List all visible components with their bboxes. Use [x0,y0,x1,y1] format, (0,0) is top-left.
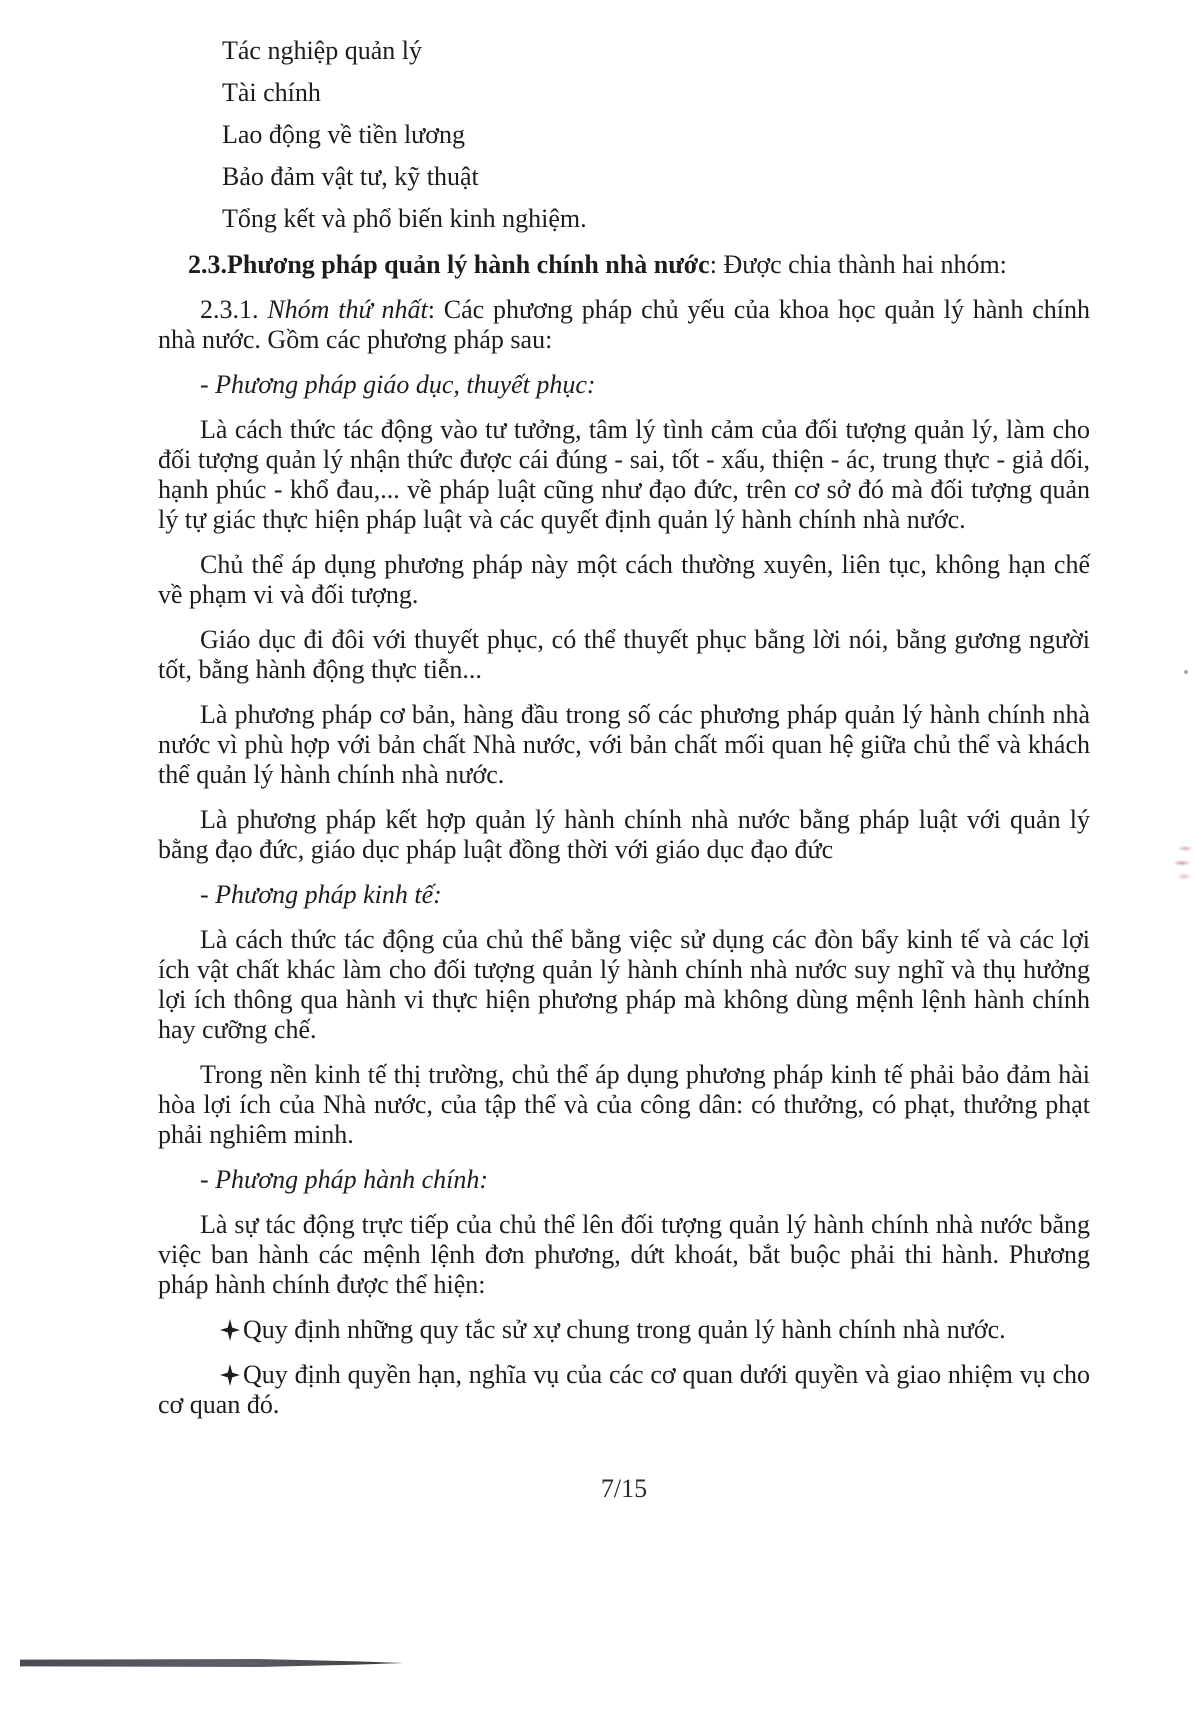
ink-smudge-artifact [1171,838,1194,886]
section-heading-rest: : Được chia thành hai nhóm: [709,250,1007,279]
scan-speck-artifact [1184,670,1188,674]
paragraph-administrative-1: Là sự tác động trực tiếp của chủ thể lên đối tượng quản lý hành chính nhà nước bằng việc ban hành các mệnh lệnh đơn phương, dứt khoát, bắt buộc phải thi hành. Phương pháp hành chính được thể hiện: [158,1210,1090,1299]
four-pointed-star-icon [220,1319,240,1341]
method-title-administrative: - Phương pháp hành chính: [200,1165,489,1194]
list-item: Lao động về tiền lương [222,120,466,149]
paragraph-education-2: Chủ thể áp dụng phương pháp này một cách thường xuyên, liên tục, không hạn chế về phạm vi và đối tượng. [158,550,1090,609]
page-number: 7/15 [600,1474,648,1503]
paragraph-education-5: Là phương pháp kết hợp quản lý hành chính nhà nước bằng pháp luật với quản lý bằng đạo đức, giáo dục pháp luật đồng thời với giáo dục đạo đức [158,805,1090,864]
bullet-item [158,1315,1090,1345]
list-item: Tài chính [222,78,321,107]
section-heading-title: 2.3.Phương pháp quản lý hành chính nhà nước [188,250,710,279]
list-item: Tổng kết và phổ biến kinh nghiệm. [222,204,587,233]
list-item: Tác nghiệp quản lý [222,36,422,65]
paragraph-education-1: Là cách thức tác động vào tư tưởng, tâm lý tình cảm của đối tượng quản lý, làm cho đối tượng quản lý nhận thức được cái đúng - sai, tốt - xấu, thiện - ác, trung thực - giả dối, hạnh phúc - khổ đau,... về pháp luật cũng như đạo đức, trên cơ sở đó mà đối tượng quản lý tự giác thực hiện pháp luật và các quyết định quản lý hành chính nhà nước. [158,415,1090,534]
paragraph-education-4: Là phương pháp cơ bản, hàng đầu trong số các phương pháp quản lý hành chính nhà nước vì phù hợp với bản chất Nhà nước, với bản chất mối quan hệ giữa chủ thể và khách thể quản lý hành chính nhà nước. [158,700,1090,789]
method-title-economic: - Phương pháp kinh tế: [200,880,442,909]
bullet-item [158,1360,1090,1420]
list-item: Bảo đảm vật tư, kỹ thuật [222,162,479,191]
paragraph-economic-1: Là cách thức tác động của chủ thể bằng việc sử dụng các đòn bẩy kinh tế và các lợi ích vật chất khác làm cho đối tượng quản lý hành chính nhà nước suy nghĩ và thụ hưởng lợi ích thông qua hành vi thực hiện phương pháp mà không dùng mệnh lệnh hành chính hay cưỡng chế. [158,925,1090,1044]
four-pointed-star-icon [220,1364,240,1386]
scan-line-artifact [20,1659,404,1667]
bullet-text: Quy định quyền hạn, nghĩa vụ của các cơ quan dưới quyền và giao nhiệm vụ cho cơ quan đó. [158,1360,1090,1419]
section-heading [158,250,1090,280]
subsection-heading [158,295,1090,355]
subsection-rest: : Các phương pháp chủ yếu của khoa học quản lý hành chính nhà nước. Gồm các phương pháp sau: [158,295,1090,354]
bullet-text: Quy định những quy tắc sử xự chung trong quản lý hành chính nhà nước. [243,1315,1006,1344]
page-content [158,36,1090,1420]
subsection-number: 2.3.1. [200,295,268,324]
method-title-education: - Phương pháp giáo dục, thuyết phục: [200,370,596,399]
subsection-title: Nhóm thứ nhất [267,295,428,324]
paragraph-economic-2: Trong nền kinh tế thị trường, chủ thể áp dụng phương pháp kinh tế phải bảo đảm hài hòa lợi ích của Nhà nước, của tập thể và của công dân: có thưởng, có phạt, thưởng phạt phải nghiêm minh. [158,1060,1090,1149]
paragraph-education-3: Giáo dục đi đôi với thuyết phục, có thể thuyết phục bằng lời nói, bằng gương người tốt, bằng hành động thực tiễn... [158,625,1090,684]
